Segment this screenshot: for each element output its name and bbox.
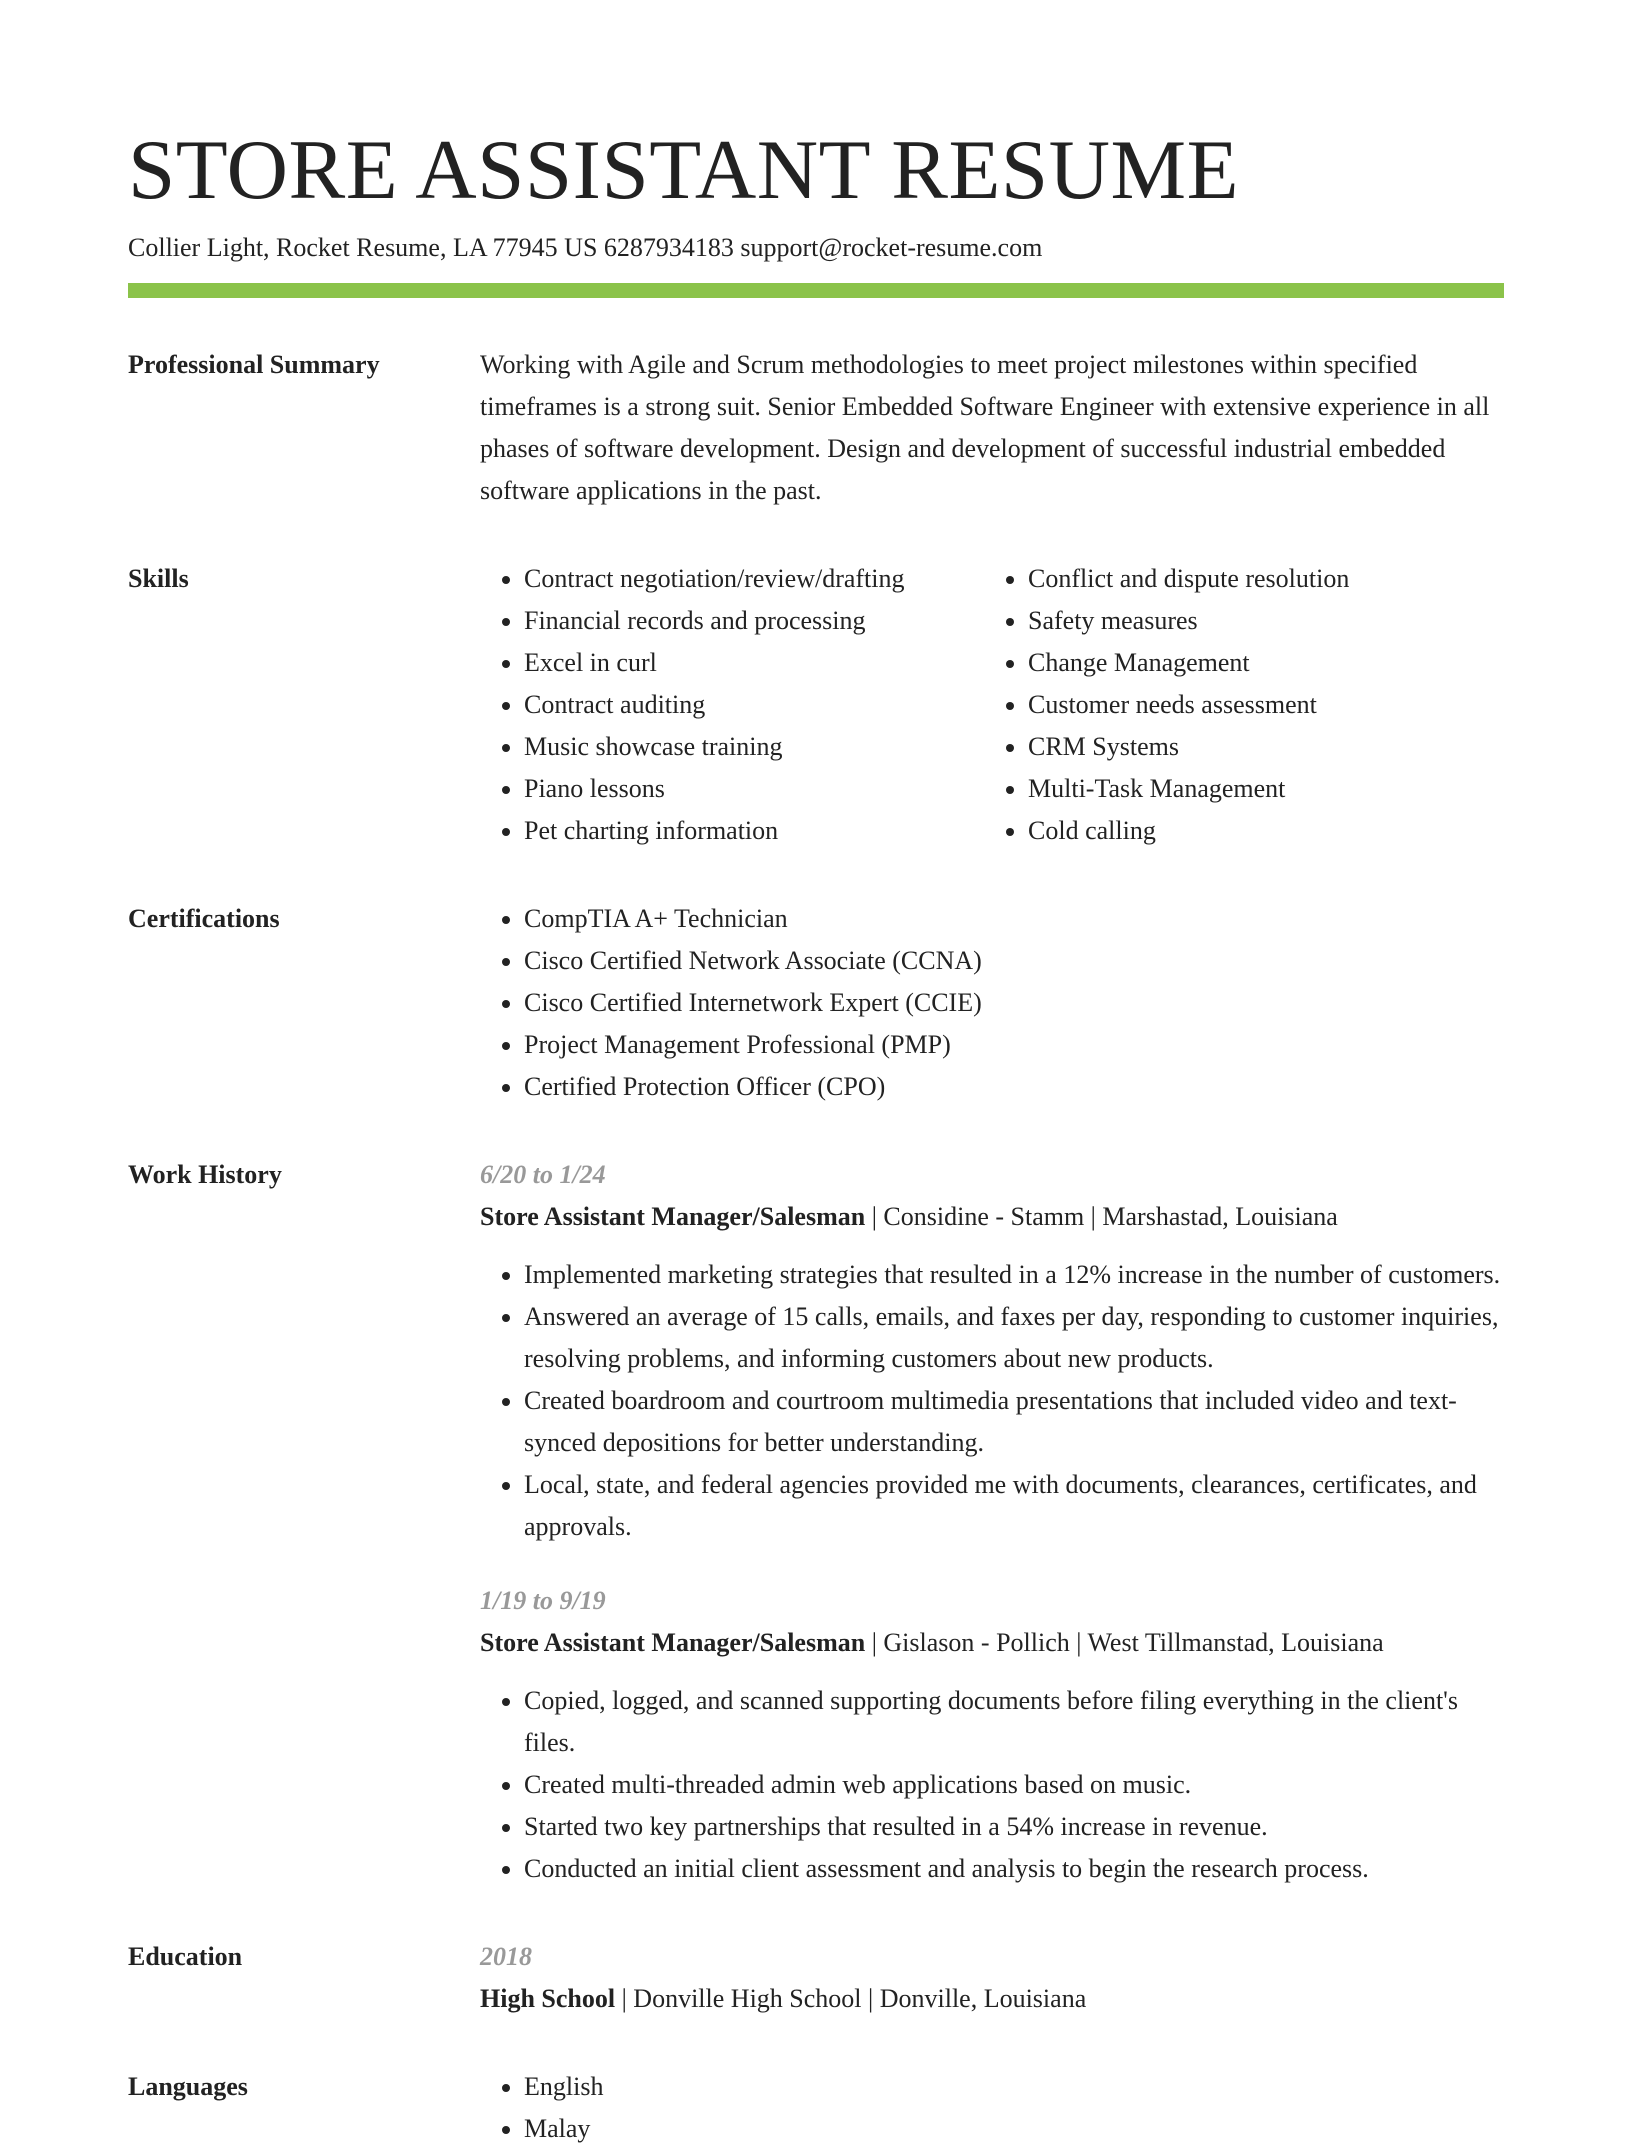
- resume-title: STORE ASSISTANT RESUME: [128, 123, 1240, 217]
- job-bullet: • Implemented marketing strategies that resulted in a 12% increase in the number of customers.: [524, 1254, 1504, 1296]
- job-employer-location: | Considine - Stamm | Marshastad, Louisiana: [865, 1202, 1338, 1231]
- skills-list-col1: [480, 558, 984, 852]
- job-bullet: • Started two key partnerships that resulted in a 54% increase in revenue.: [524, 1806, 1504, 1848]
- skill-item: • Contract auditing: [524, 684, 984, 726]
- skill-item: • Excel in curl: [524, 642, 984, 684]
- job-entry: [480, 1154, 1504, 1548]
- contact-line: Collier Light, Rocket Resume, LA 77945 US 6287934183 support@rocket-resume.com: [128, 233, 1043, 262]
- section-label-work: Work History: [128, 1160, 282, 1189]
- education-section: [128, 1936, 1504, 2020]
- education-date: 2018: [480, 1942, 532, 1971]
- skill-item: • CRM Systems: [1028, 726, 1349, 768]
- skills-list-col2: [984, 558, 1349, 852]
- skills-columns: [480, 558, 1504, 852]
- skill-item: • Pet charting information: [524, 810, 984, 852]
- certifications-content: [480, 898, 1504, 1108]
- job-bullets: [480, 1254, 1504, 1548]
- certification-item: • Cisco Certified Network Associate (CCNA): [524, 940, 1504, 982]
- section-label-certifications: Certifications: [128, 904, 280, 933]
- skill-item: • Contract negotiation/review/drafting: [524, 558, 984, 600]
- section-label-skills: Skills: [128, 564, 189, 593]
- language-item: • English: [524, 2066, 1504, 2108]
- skill-item: • Multi-Task Management: [1028, 768, 1349, 810]
- accent-divider: [128, 283, 1504, 298]
- skills-section: [128, 558, 1504, 852]
- skill-item: • Cold calling: [1028, 810, 1349, 852]
- job-title: Store Assistant Manager/Salesman: [480, 1628, 866, 1657]
- education-degree: High School: [480, 1984, 616, 2013]
- certifications-list: [480, 898, 1504, 1108]
- languages-content: [480, 2066, 1504, 2150]
- certification-item: • Cisco Certified Internetwork Expert (CCIE): [524, 982, 1504, 1024]
- skill-item: • Financial records and processing: [524, 600, 984, 642]
- job-entry: [480, 1580, 1504, 1890]
- summary-text: Working with Agile and Scrum methodologies to meet project milestones within specified timeframes is a strong suit. Senior Embedded Software Engineer with extensive experience in all phases of software development. Design and development of successful industrial embedded software applications in the past.: [480, 350, 1490, 505]
- job-heading: [480, 1196, 1504, 1238]
- section-label-education: Education: [128, 1942, 243, 1971]
- work-history-content: [480, 1154, 1504, 1890]
- summary-section: [128, 344, 1504, 512]
- section-label-languages: Languages: [128, 2072, 248, 2101]
- skill-item: • Change Management: [1028, 642, 1349, 684]
- job-bullet: • Created multi-threaded admin web applications based on music.: [524, 1764, 1504, 1806]
- job-date: 1/19 to 9/19: [480, 1586, 606, 1615]
- job-title: Store Assistant Manager/Salesman: [480, 1202, 866, 1231]
- resume-page: [128, 120, 1504, 2150]
- job-heading: [480, 1622, 1504, 1664]
- job-bullet: • Created boardroom and courtroom multimedia presentations that included video and text-synced depositions for better understanding.: [524, 1380, 1504, 1464]
- job-employer-location: | Gislason - Pollich | West Tillmanstad, Louisiana: [865, 1628, 1384, 1657]
- job-date: 6/20 to 1/24: [480, 1160, 606, 1189]
- job-bullet: • Copied, logged, and scanned supporting documents before filing everything in the client's files.: [524, 1680, 1504, 1764]
- job-bullet: • Conducted an initial client assessment and analysis to begin the research process.: [524, 1848, 1504, 1890]
- certification-item: • Certified Protection Officer (CPO): [524, 1066, 1504, 1108]
- skill-item: • Customer needs assessment: [1028, 684, 1349, 726]
- education-school-location: | Donville High School | Donville, Louisiana: [615, 1984, 1087, 2013]
- certification-item: • CompTIA A+ Technician: [524, 898, 1504, 940]
- language-item: • Malay: [524, 2108, 1504, 2150]
- work-history-section: [128, 1154, 1504, 1890]
- skill-item: • Conflict and dispute resolution: [1028, 558, 1349, 600]
- certifications-section: [128, 898, 1504, 1108]
- job-bullet: • Answered an average of 15 calls, emails, and faxes per day, responding to customer inquiries, resolving problems, and informing customers about new products.: [524, 1296, 1504, 1380]
- job-bullet: • Local, state, and federal agencies provided me with documents, clearances, certificates, and approvals.: [524, 1464, 1504, 1548]
- section-label-summary: Professional Summary: [128, 350, 380, 379]
- languages-section: [128, 2066, 1504, 2150]
- languages-list: [480, 2066, 1504, 2150]
- education-content: [480, 1936, 1504, 2020]
- certification-item: • Project Management Professional (PMP): [524, 1024, 1504, 1066]
- skill-item: • Music showcase training: [524, 726, 984, 768]
- education-heading: [480, 1978, 1504, 2020]
- skill-item: • Piano lessons: [524, 768, 984, 810]
- job-bullets: [480, 1680, 1504, 1890]
- skill-item: • Safety measures: [1028, 600, 1349, 642]
